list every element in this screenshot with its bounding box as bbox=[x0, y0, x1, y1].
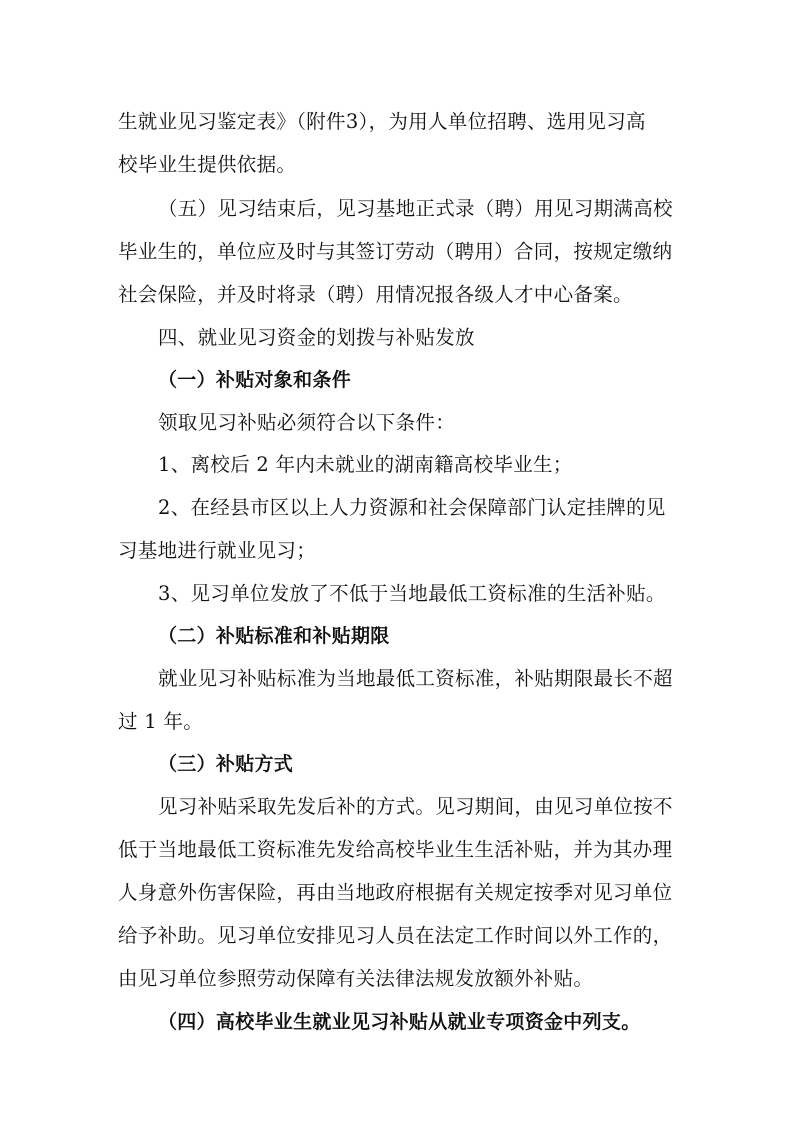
paragraph-line: 生就业见习鉴定表》（附件3），为用人单位招聘、选用见习高 bbox=[118, 110, 646, 133]
paragraph-line: 社会保险，并及时将录（聘）用情况报各级人才中心备案。 bbox=[118, 283, 633, 306]
list-item: 3、见习单位发放了不低于当地最低工资标准的生活补贴。 bbox=[158, 582, 666, 605]
paragraph-line: 校毕业生提供依据。 bbox=[118, 153, 297, 176]
subsection-heading: （二）补贴标准和补贴期限 bbox=[158, 625, 390, 647]
list-item: 2、在经县市区以上人力资源和社会保障部门认定挂牌的见 bbox=[158, 496, 666, 519]
paragraph-line: 低于当地最低工资标准先发给高校毕业生生活补贴，并为其办理 bbox=[118, 838, 673, 861]
paragraph-line: 就业见习补贴标准为当地最低工资标准，补贴期限最长不超 bbox=[158, 667, 673, 690]
paragraph-line: 由见习单位参照劳动保障有关法律法规发放额外补贴。 bbox=[118, 967, 594, 990]
paragraph-line: 毕业生的，单位应及时与其签订劳动（聘用）合同，按规定缴纳 bbox=[118, 240, 673, 263]
subsection-heading: （三）补贴方式 bbox=[158, 753, 294, 775]
paragraph-line: 领取见习补贴必须符合以下条件： bbox=[158, 411, 456, 434]
paragraph-line: （五）见习结束后，见习基地正式录（聘）用见习期满高校 bbox=[158, 197, 673, 220]
paragraph-line: 给予补助。见习单位安排见习人员在法定工作时间以外工作的， bbox=[118, 924, 673, 947]
paragraph-line: 过 1 年。 bbox=[118, 710, 204, 733]
paragraph-line: 人身意外伤害保险，再由当地政府根据有关规定按季对见习单位 bbox=[118, 881, 673, 904]
subsection-heading: （四）高校毕业生就业见习补贴从就业专项资金中列支。 bbox=[158, 1011, 641, 1033]
subsection-heading: （一）补贴对象和条件 bbox=[158, 369, 352, 391]
list-item: 1、离校后 2 年内未就业的湖南籍高校毕业生； bbox=[158, 453, 573, 476]
list-item-continuation: 习基地进行就业见习； bbox=[118, 539, 317, 562]
section-heading: 四、就业见习资金的划拨与补贴发放 bbox=[158, 326, 475, 349]
paragraph-line: 见习补贴采取先发后补的方式。见习期间，由见习单位按不 bbox=[158, 795, 673, 818]
